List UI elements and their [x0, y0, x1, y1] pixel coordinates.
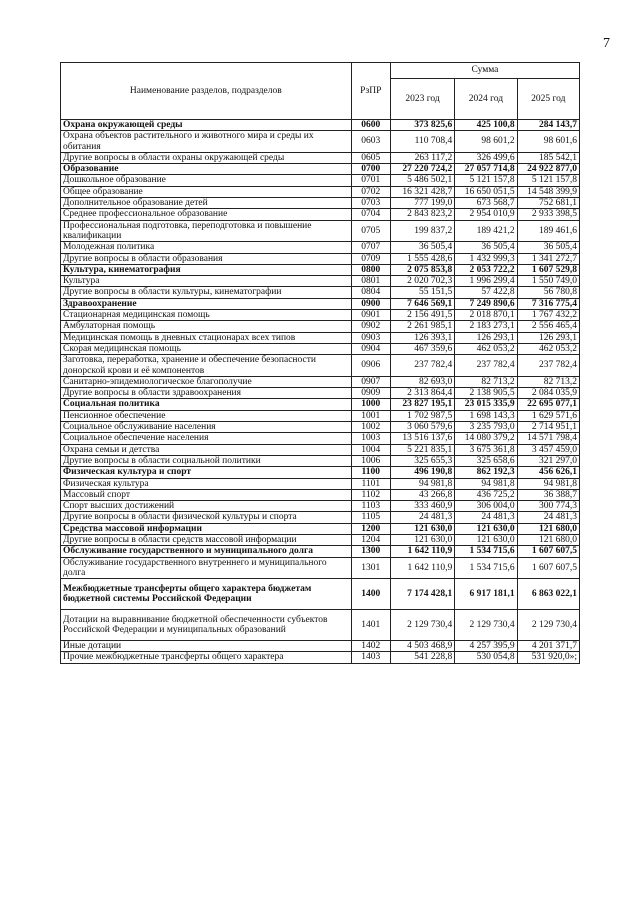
row-name: Межбюджетные трансферты общего характера бюджетам бюджетной системы Российской Федерации	[61, 579, 352, 610]
row-value-2023: 237 782,4	[390, 355, 454, 377]
table-row	[61, 355, 580, 377]
header-code: РзПР	[351, 63, 390, 120]
row-value-2025: 14 548 399,9	[517, 186, 579, 197]
row-value-2023: 121 630,0	[390, 523, 454, 534]
row-value-2024: 5 121 157,8	[455, 175, 517, 186]
row-value-2025: 126 293,1	[517, 332, 579, 343]
budget-table	[60, 62, 580, 664]
row-value-2023: 496 190,8	[390, 467, 454, 478]
row-value-2025: 7 316 775,4	[517, 298, 579, 309]
table-row	[61, 287, 580, 298]
row-value-2023: 2 129 730,4	[390, 610, 454, 641]
row-code: 0603	[351, 131, 390, 153]
row-name: Другие вопросы в области образования	[61, 253, 352, 264]
table-row	[61, 557, 580, 579]
row-code: 1103	[351, 501, 390, 512]
row-value-2024: 3 235 793,0	[455, 422, 517, 433]
row-code: 1100	[351, 467, 390, 478]
table-row	[61, 376, 580, 387]
row-value-2024: 462 053,2	[455, 343, 517, 354]
row-name: Образование	[61, 164, 352, 175]
row-code: 0709	[351, 253, 390, 264]
row-code: 0804	[351, 287, 390, 298]
row-name: Культура	[61, 276, 352, 287]
row-name: Дошкольное образование	[61, 175, 352, 186]
row-code: 0705	[351, 220, 390, 242]
table-body	[61, 120, 580, 664]
row-code: 1301	[351, 557, 390, 579]
row-value-2024: 7 249 890,6	[455, 298, 517, 309]
row-value-2024: 2 129 730,4	[455, 610, 517, 641]
row-value-2023: 2 075 853,8	[390, 264, 454, 275]
row-value-2025: 456 626,1	[517, 467, 579, 478]
row-value-2023: 325 655,3	[390, 455, 454, 466]
row-name: Прочие межбюджетные трансферты общего характера	[61, 652, 352, 663]
row-value-2023: 5 221 835,1	[390, 444, 454, 455]
row-value-2023: 777 199,0	[390, 198, 454, 209]
row-value-2024: 16 650 051,5	[455, 186, 517, 197]
row-value-2025: 185 542,1	[517, 152, 579, 163]
table-row	[61, 198, 580, 209]
row-name: Медицинская помощь в дневных стационарах всех типов	[61, 332, 352, 343]
row-value-2023: 2 843 823,2	[390, 209, 454, 220]
table-row	[61, 120, 580, 131]
row-value-2023: 1 702 987,5	[390, 410, 454, 421]
row-value-2024: 27 057 714,8	[455, 164, 517, 175]
row-value-2024: 189 421,2	[455, 220, 517, 242]
row-code: 0900	[351, 298, 390, 309]
table-row	[61, 433, 580, 444]
table-row	[61, 220, 580, 242]
row-value-2024: 6 917 181,1	[455, 579, 517, 610]
row-value-2024: 1 534 715,6	[455, 546, 517, 557]
row-code: 0700	[351, 164, 390, 175]
header-year-2025: 2025 год	[517, 79, 579, 120]
row-code: 0707	[351, 242, 390, 253]
row-value-2023: 24 481,3	[390, 512, 454, 523]
table-row	[61, 131, 580, 153]
row-value-2025: 189 461,6	[517, 220, 579, 242]
row-value-2023: 55 151,5	[390, 287, 454, 298]
row-code: 1403	[351, 652, 390, 663]
row-value-2024: 237 782,4	[455, 355, 517, 377]
row-value-2024: 2 183 273,1	[455, 321, 517, 332]
row-value-2024: 2 138 905,5	[455, 388, 517, 399]
row-value-2024: 862 192,3	[455, 467, 517, 478]
row-value-2023: 27 220 724,2	[390, 164, 454, 175]
table-row	[61, 489, 580, 500]
row-name: Средства массовой информации	[61, 523, 352, 534]
row-code: 1105	[351, 512, 390, 523]
row-value-2024: 1 432 999,3	[455, 253, 517, 264]
table-row	[61, 399, 580, 410]
table-row	[61, 264, 580, 275]
table-row	[61, 422, 580, 433]
row-name: Профессиональная подготовка, переподготовка и повышение квалификации	[61, 220, 352, 242]
row-code: 1101	[351, 478, 390, 489]
row-value-2024: 3 675 361,8	[455, 444, 517, 455]
row-value-2023: 2 261 985,1	[390, 321, 454, 332]
row-value-2025: 1 629 571,6	[517, 410, 579, 421]
row-name: Стационарная медицинская помощь	[61, 310, 352, 321]
row-code: 1200	[351, 523, 390, 534]
row-name: Заготовка, переработка, хранение и обеспечение безопасности донорской крови и её компонентов	[61, 355, 352, 377]
row-name: Охрана объектов растительного и животного мира и среды их обитания	[61, 131, 352, 153]
row-name: Пенсионное обеспечение	[61, 410, 352, 421]
row-value-2023: 110 708,4	[390, 131, 454, 153]
row-value-2023: 1 642 110,9	[390, 546, 454, 557]
row-name: Другие вопросы в области здравоохранения	[61, 388, 352, 399]
row-name: Физическая культура	[61, 478, 352, 489]
table-row	[61, 276, 580, 287]
row-value-2025: 4 201 371,7	[517, 641, 579, 652]
row-value-2025: 462 053,2	[517, 343, 579, 354]
row-value-2025: 36 388,7	[517, 489, 579, 500]
row-name: Культура, кинематография	[61, 264, 352, 275]
row-name: Обслуживание государственного и муниципального долга	[61, 546, 352, 557]
table-row	[61, 152, 580, 163]
row-code: 0902	[351, 321, 390, 332]
row-code: 0909	[351, 388, 390, 399]
row-code: 1000	[351, 399, 390, 410]
row-code: 0906	[351, 355, 390, 377]
row-name: Массовый спорт	[61, 489, 352, 500]
row-code: 0701	[351, 175, 390, 186]
row-value-2023: 333 460,9	[390, 501, 454, 512]
table-row	[61, 641, 580, 652]
row-value-2023: 2 313 864,4	[390, 388, 454, 399]
row-value-2023: 2 156 491,5	[390, 310, 454, 321]
row-value-2023: 373 825,6	[390, 120, 454, 131]
row-value-2023: 13 516 137,6	[390, 433, 454, 444]
row-value-2025: 1 607 529,8	[517, 264, 579, 275]
row-value-2024: 94 981,8	[455, 478, 517, 489]
row-value-2025: 1 767 432,2	[517, 310, 579, 321]
row-value-2025: 321 297,0	[517, 455, 579, 466]
row-value-2024: 306 004,0	[455, 501, 517, 512]
row-value-2024: 4 257 395,9	[455, 641, 517, 652]
table-row	[61, 209, 580, 220]
row-name: Молодежная политика	[61, 242, 352, 253]
row-value-2025: 56 780,8	[517, 287, 579, 298]
row-value-2025: 14 571 798,4	[517, 433, 579, 444]
table-row	[61, 444, 580, 455]
table-row	[61, 512, 580, 523]
table-row	[61, 321, 580, 332]
row-value-2023: 36 505,4	[390, 242, 454, 253]
row-value-2023: 467 359,6	[390, 343, 454, 354]
row-name: Среднее профессиональное образование	[61, 209, 352, 220]
table-row	[61, 343, 580, 354]
table-row	[61, 164, 580, 175]
row-value-2023: 1 642 110,9	[390, 557, 454, 579]
row-value-2024: 14 080 379,2	[455, 433, 517, 444]
row-name: Другие вопросы в области культуры, кинематографии	[61, 287, 352, 298]
row-value-2025: 1 550 749,0	[517, 276, 579, 287]
row-code: 0904	[351, 343, 390, 354]
row-value-2023: 5 486 502,1	[390, 175, 454, 186]
row-name: Скорая медицинская помощь	[61, 343, 352, 354]
table-row	[61, 610, 580, 641]
row-value-2025: 2 933 398,5	[517, 209, 579, 220]
header-sum: Сумма	[390, 63, 579, 79]
row-value-2025: 2 714 951,1	[517, 422, 579, 433]
page-number: 7	[603, 36, 610, 51]
row-value-2024: 425 100,8	[455, 120, 517, 131]
row-name: Обслуживание государственного внутреннего и муниципального долга	[61, 557, 352, 579]
row-value-2024: 326 499,6	[455, 152, 517, 163]
row-value-2025: 121 680,0	[517, 534, 579, 545]
table-row	[61, 298, 580, 309]
row-name: Другие вопросы в области охраны окружающей среды	[61, 152, 352, 163]
row-name: Санитарно-эпидемиологическое благополучие	[61, 376, 352, 387]
row-name: Иные дотации	[61, 641, 352, 652]
row-code: 1400	[351, 579, 390, 610]
row-value-2025: 94 981,8	[517, 478, 579, 489]
table-row	[61, 186, 580, 197]
table-row	[61, 332, 580, 343]
row-value-2025: 284 143,7	[517, 120, 579, 131]
row-value-2025: 3 457 459,0	[517, 444, 579, 455]
row-value-2023: 82 693,0	[390, 376, 454, 387]
row-value-2023: 7 646 569,1	[390, 298, 454, 309]
row-value-2023: 94 981,8	[390, 478, 454, 489]
row-value-2023: 2 020 702,3	[390, 276, 454, 287]
table-row	[61, 242, 580, 253]
row-value-2023: 1 555 428,6	[390, 253, 454, 264]
row-value-2025: 2 556 465,4	[517, 321, 579, 332]
row-value-2024: 2 954 010,9	[455, 209, 517, 220]
row-value-2025: 531 920,0»;	[517, 652, 579, 663]
row-code: 0800	[351, 264, 390, 275]
table-row	[61, 175, 580, 186]
row-code: 0702	[351, 186, 390, 197]
row-value-2023: 43 266,8	[390, 489, 454, 500]
header-year-2023: 2023 год	[390, 79, 454, 120]
table-row	[61, 253, 580, 264]
row-value-2024: 2 018 870,1	[455, 310, 517, 321]
row-name: Социальное обеспечение населения	[61, 433, 352, 444]
row-name: Амбулаторная помощь	[61, 321, 352, 332]
row-value-2023: 121 630,0	[390, 534, 454, 545]
table-row	[61, 523, 580, 534]
row-value-2024: 2 053 722,2	[455, 264, 517, 275]
row-code: 0703	[351, 198, 390, 209]
table-row	[61, 579, 580, 610]
row-value-2024: 1 534 715,6	[455, 557, 517, 579]
row-code: 0605	[351, 152, 390, 163]
row-value-2025: 121 680,0	[517, 523, 579, 534]
row-code: 1002	[351, 422, 390, 433]
row-value-2023: 3 060 579,6	[390, 422, 454, 433]
table-row	[61, 534, 580, 545]
header-name: Наименование разделов, подразделов	[61, 63, 352, 120]
row-value-2024: 23 015 335,9	[455, 399, 517, 410]
row-name: Здравоохранение	[61, 298, 352, 309]
row-name: Дотации на выравнивание бюджетной обеспеченности субъектов Российской Федерации и муниципальных образований	[61, 610, 352, 641]
row-value-2024: 24 481,3	[455, 512, 517, 523]
row-value-2024: 36 505,4	[455, 242, 517, 253]
row-name: Другие вопросы в области средств массовой информации	[61, 534, 352, 545]
row-value-2025: 22 695 077,1	[517, 399, 579, 410]
row-code: 0903	[351, 332, 390, 343]
row-value-2025: 36 505,4	[517, 242, 579, 253]
row-name: Охрана окружающей среды	[61, 120, 352, 131]
row-value-2025: 24 922 877,0	[517, 164, 579, 175]
row-value-2025: 1 341 272,7	[517, 253, 579, 264]
row-code: 1300	[351, 546, 390, 557]
row-code: 0600	[351, 120, 390, 131]
row-value-2025: 98 601,6	[517, 131, 579, 153]
table-row	[61, 410, 580, 421]
row-value-2024: 673 568,7	[455, 198, 517, 209]
row-value-2025: 2 084 035,9	[517, 388, 579, 399]
row-value-2025: 2 129 730,4	[517, 610, 579, 641]
row-value-2024: 57 422,8	[455, 287, 517, 298]
row-value-2023: 541 228,8	[390, 652, 454, 663]
row-value-2025: 752 681,1	[517, 198, 579, 209]
row-value-2025: 6 863 022,1	[517, 579, 579, 610]
row-value-2025: 1 607 607,5	[517, 557, 579, 579]
row-value-2025: 5 121 157,8	[517, 175, 579, 186]
row-code: 1004	[351, 444, 390, 455]
row-name: Спорт высших достижений	[61, 501, 352, 512]
row-code: 1204	[351, 534, 390, 545]
row-value-2023: 199 837,2	[390, 220, 454, 242]
row-name: Дополнительное образование детей	[61, 198, 352, 209]
row-value-2023: 126 393,1	[390, 332, 454, 343]
row-name: Другие вопросы в области социальной политики	[61, 455, 352, 466]
row-value-2025: 300 774,3	[517, 501, 579, 512]
row-value-2024: 82 713,2	[455, 376, 517, 387]
row-value-2023: 16 321 428,7	[390, 186, 454, 197]
row-code: 1401	[351, 610, 390, 641]
row-code: 1006	[351, 455, 390, 466]
table-row	[61, 546, 580, 557]
row-code: 0901	[351, 310, 390, 321]
row-code: 1102	[351, 489, 390, 500]
header-year-2024: 2024 год	[455, 79, 517, 120]
table-row	[61, 501, 580, 512]
row-code: 0801	[351, 276, 390, 287]
row-code: 1402	[351, 641, 390, 652]
row-value-2024: 325 658,6	[455, 455, 517, 466]
row-value-2023: 263 117,2	[390, 152, 454, 163]
row-name: Социальная политика	[61, 399, 352, 410]
row-name: Другие вопросы в области физической культуры и спорта	[61, 512, 352, 523]
row-value-2023: 23 827 195,1	[390, 399, 454, 410]
row-code: 1003	[351, 433, 390, 444]
row-value-2024: 121 630,0	[455, 523, 517, 534]
row-name: Социальное обслуживание населения	[61, 422, 352, 433]
table-row	[61, 455, 580, 466]
row-value-2025: 24 481,3	[517, 512, 579, 523]
row-value-2024: 1 996 299,4	[455, 276, 517, 287]
table-row	[61, 467, 580, 478]
table-row	[61, 478, 580, 489]
row-value-2024: 98 601,2	[455, 131, 517, 153]
row-value-2024: 530 054,8	[455, 652, 517, 663]
row-code: 0704	[351, 209, 390, 220]
row-value-2023: 7 174 428,1	[390, 579, 454, 610]
row-value-2025: 82 713,2	[517, 376, 579, 387]
row-name: Общее образование	[61, 186, 352, 197]
row-value-2024: 1 698 143,3	[455, 410, 517, 421]
table-row	[61, 652, 580, 663]
row-value-2025: 237 782,4	[517, 355, 579, 377]
row-value-2025: 1 607 607,5	[517, 546, 579, 557]
row-value-2024: 126 293,1	[455, 332, 517, 343]
row-name: Охрана семьи и детства	[61, 444, 352, 455]
table-row	[61, 310, 580, 321]
row-code: 1001	[351, 410, 390, 421]
row-code: 0907	[351, 376, 390, 387]
table-row	[61, 388, 580, 399]
row-value-2024: 121 630,0	[455, 534, 517, 545]
row-value-2023: 4 503 468,9	[390, 641, 454, 652]
row-name: Физическая культура и спорт	[61, 467, 352, 478]
row-value-2024: 436 725,2	[455, 489, 517, 500]
